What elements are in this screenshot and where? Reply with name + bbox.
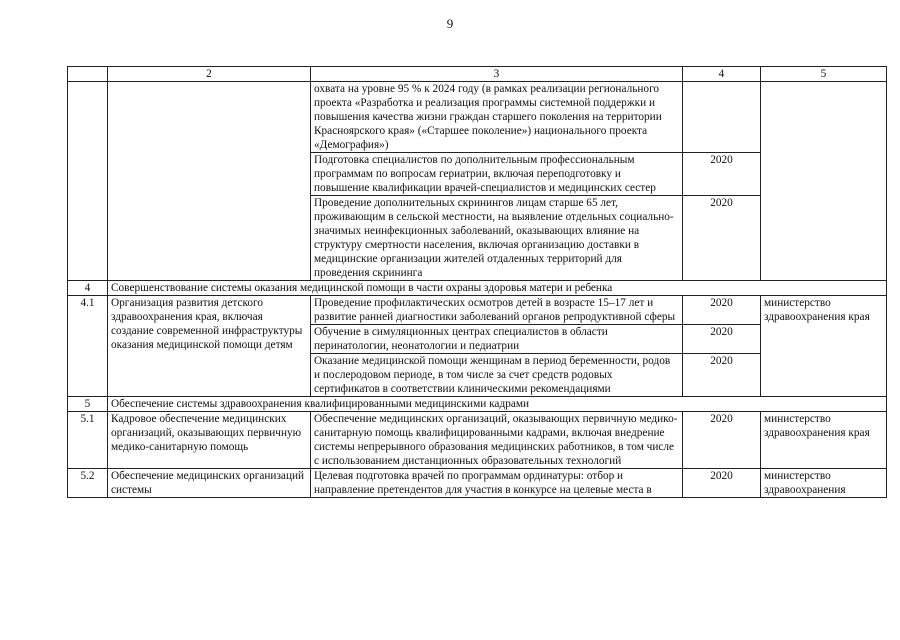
header-cell-2: 2 [108, 67, 311, 82]
measure-cell: Подготовка специалистов по дополнительным профессиональным программам по вопросам гериатрии, включая переподготовку и повышение квалификации врачей-специалистов и медицинских сестер [311, 153, 683, 196]
section-row [68, 281, 887, 296]
measure-cell: Проведение дополнительных скринингов лицам старше 65 лет, проживающим в сельской местности, на выявление отдельных социально-значимых неинфекционных заболеваний, оказывающих влияние на структуру смертности населения, включая организацию доставки в медицинские организации жителей отдаленных территорий для проведения скрининга [311, 196, 683, 281]
table-row [68, 296, 887, 325]
row-number-cell: 4.1 [68, 296, 108, 397]
header-cell-1 [68, 67, 108, 82]
header-cell-3: 3 [311, 67, 683, 82]
responsible-cell: министерство здравоохранения [761, 469, 887, 498]
measure-cell: Проведение профилактических осмотров детей в возрасте 15–17 лет и развитие ранней диагностики заболеваний органов репродуктивной сферы [311, 296, 683, 325]
row-number-cell: 5.1 [68, 412, 108, 469]
year-cell: 2020 [683, 325, 761, 354]
section-number: 4 [68, 281, 108, 296]
page-number: 9 [446, 16, 454, 31]
table-row [68, 412, 887, 469]
table-header-row [68, 67, 887, 82]
row-number-cell [68, 82, 108, 281]
year-cell: 2020 [683, 196, 761, 281]
responsible-cell: министерство здравоохранения края [761, 296, 887, 397]
section-title: Совершенствование системы оказания медицинской помощи в части охраны здоровья матери и ребенка [108, 281, 887, 296]
row-number-cell: 5.2 [68, 469, 108, 498]
measure-cell: Целевая подготовка врачей по программам ординатуры: отбор и направление претендентов для участия в конкурсе на целевые места в [311, 469, 683, 498]
task-cell: Организация развития детского здравоохранения края, включая создание современной инфраструктуры оказания медицинской помощи детям [108, 296, 311, 397]
measure-cell: Обучение в симуляционных центрах специалистов в области перинатологии, неонатологии и педиатрии [311, 325, 683, 354]
header-cell-4: 4 [683, 67, 761, 82]
header-cell-5: 5 [761, 67, 887, 82]
task-cell: Обеспечение медицинских организаций системы [108, 469, 311, 498]
task-cell [108, 82, 311, 281]
year-cell: 2020 [683, 412, 761, 469]
year-cell: 2020 [683, 469, 761, 498]
section-title: Обеспечение системы здравоохранения квалифицированными медицинскими кадрами [108, 397, 887, 412]
plan-table [67, 66, 887, 498]
measure-cell: Оказание медицинской помощи женщинам в период беременности, родов и послеродовом периоде, в том числе за счет средств родовых сертификатов в соответствии клиническими рекомендациями [311, 354, 683, 397]
section-number: 5 [68, 397, 108, 412]
section-row [68, 397, 887, 412]
year-cell: 2020 [683, 354, 761, 397]
year-cell [683, 82, 761, 153]
table-row [68, 82, 887, 153]
year-cell: 2020 [683, 296, 761, 325]
measure-cell: Обеспечение медицинских организаций, оказывающих первичную медико-санитарную помощь квалифицированными кадрами, включая внедрение системы непрерывного образования медицинских работников, в том числе с использованием дистанционных образовательных технологий [311, 412, 683, 469]
task-cell: Кадровое обеспечение медицинских организаций, оказывающих первичную медико-санитарную помощь [108, 412, 311, 469]
responsible-cell: министерство здравоохранения края [761, 412, 887, 469]
year-cell: 2020 [683, 153, 761, 196]
responsible-cell [761, 82, 887, 281]
measure-cell: охвата на уровне 95 % к 2024 году (в рамках реализации регионального проекта «Разработка и реализация программы системной поддержки и повышения качества жизни граждан старшего поколения на территории Красноярского края» («Старшее поколение») национального проекта «Демография») [311, 82, 683, 153]
table-row [68, 469, 887, 498]
